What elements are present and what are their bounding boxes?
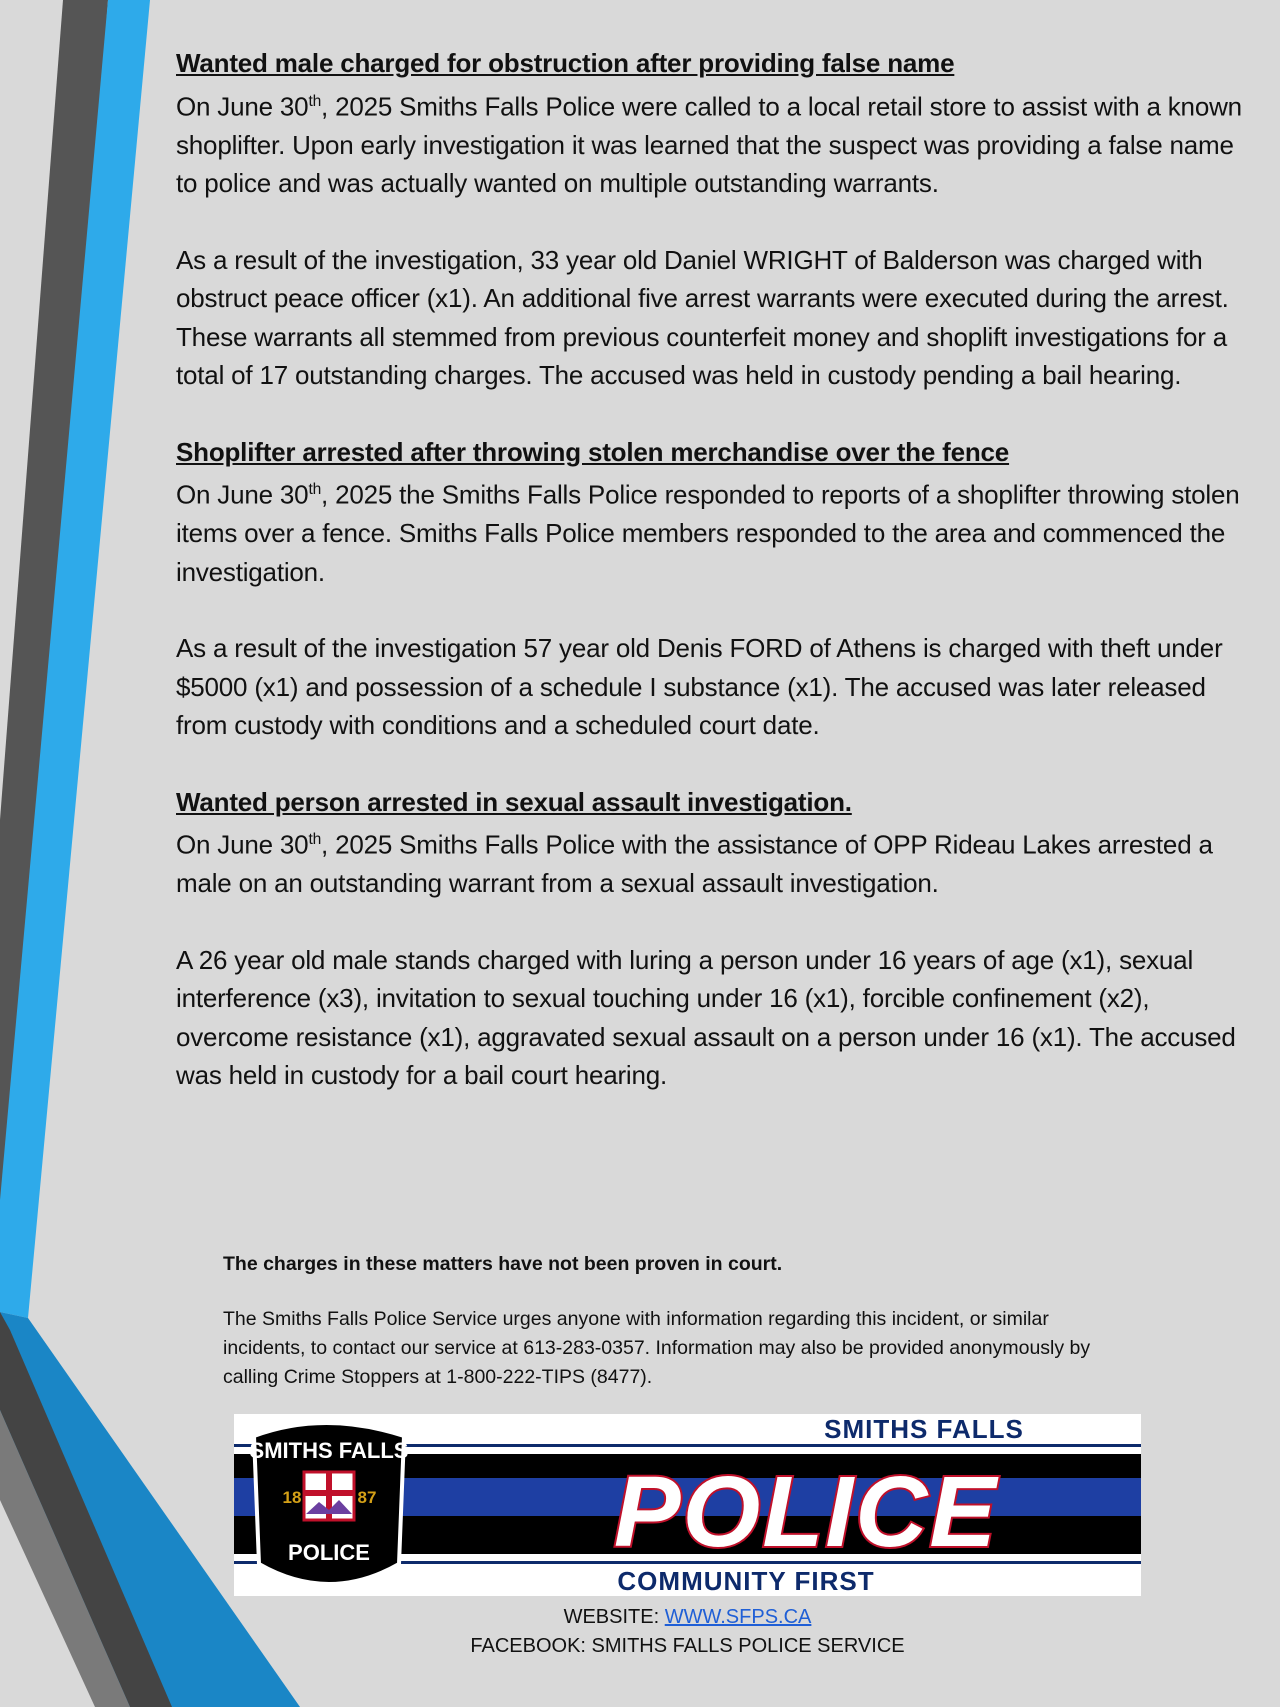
intro-text: , 2025 the Smiths Falls Police responded to reports of a shoplifter throwing stolen items over a fence. Smiths Falls Police members responded to the area and commenced the investigation. [176, 479, 1240, 587]
badge-bottom-text: POLICE [288, 1540, 370, 1565]
banner-top-text: SMITHS FALLS [824, 1414, 1024, 1444]
article-1-intro [176, 44, 1260, 203]
article-2-result [176, 629, 1260, 745]
intro-text: , 2025 Smiths Falls Police with the assistance of OPP Rideau Lakes arrested a male on an outstanding warrant from a sexual assault investigation. [176, 829, 1213, 899]
intro-text: , 2025 Smiths Falls Police were called to a local retail store to assist with a known shoplifter. Upon early investigation it was learned that the suspect was providing a false name to police and was actually wanted on multiple outstanding warrants. [176, 91, 1242, 199]
article-3-intro-text [176, 821, 1260, 903]
disclaimer-body: The Smiths Falls Police Service urges anyone with information regarding this incident, or similar incidents, to contact our service at 613-283-0357. Information may also be provided anonymously by calling Crime Stoppers at 1-800-222-TIPS (8477). [223, 1308, 1091, 1388]
disclaimer-bold: The charges in these matters have not been proven in court. [223, 1253, 783, 1275]
date-suffix: th [308, 92, 322, 110]
article-1-intro-text [176, 83, 1260, 203]
disclaimer [223, 1250, 1123, 1392]
contact-website [234, 1603, 1141, 1631]
date-text: On June 30 [176, 91, 309, 122]
article-3-headline: Wanted person arrested in sexual assault investigation. [176, 786, 852, 817]
news-content [176, 44, 1260, 1133]
website-link[interactable]: WWW.SFPS.CA [664, 1606, 812, 1628]
article-1-result-text: As a result of the investigation, 33 year old Daniel WRIGHT of Balderson was charged with obstruct peace officer (x1). An additional five arrest warrants were executed during the arrest. These warrants all stemmed from previous counterfeit money and shoplift investigations for a total of 17 outstanding charges. The accused was held in custody pending a bail hearing. [176, 244, 1229, 391]
article-2-headline: Shoplifter arrested after throwing stolen merchandise over the fence [176, 436, 1010, 467]
article-2-result-text: As a result of the investigation 57 year old Denis FORD of Athens is charged with theft under $5000 (x1) and possession of a schedule I substance (x1). The accused was later released from custody with conditions and a scheduled court date. [176, 633, 1223, 741]
badge-logo [250, 1423, 409, 1584]
banner-police-text: POLICE [613, 1456, 999, 1568]
date-suffix: th [308, 481, 322, 499]
date-suffix: th [308, 831, 322, 849]
date-text: On June 30 [176, 829, 309, 860]
badge-year-left: 18 [282, 1488, 302, 1507]
article-3-intro [176, 783, 1260, 903]
badge-top-text: SMITHS FALLS [249, 1438, 409, 1463]
date-text: On June 30 [176, 479, 309, 510]
police-banner-graphic [234, 1414, 1141, 1596]
police-banner [234, 1414, 1141, 1596]
contact-facebook: FACEBOOK: SMITHS FALLS POLICE SERVICE [470, 1635, 905, 1657]
article-1-result [176, 241, 1260, 395]
article-2-intro [176, 433, 1260, 592]
website-label: WEBSITE: [563, 1606, 665, 1628]
article-1-headline: Wanted male charged for obstruction after providing false name [176, 48, 955, 78]
banner-bottom-text: COMMUNITY FIRST [617, 1566, 875, 1596]
article-3-result [176, 941, 1260, 1095]
article-2-intro-text [176, 471, 1260, 591]
badge-year-right: 87 [357, 1488, 377, 1507]
article-3-result-text: A 26 year old male stands charged with luring a person under 16 years of age (x1), sexual interference (x3), invitation to sexual touching under 16 (x1), forcible confinement (x2), overcome resistance (x1), aggravated sexual assault on a person under 16 (x1). The accused was held in custody for a bail court hearing. [176, 944, 1236, 1091]
